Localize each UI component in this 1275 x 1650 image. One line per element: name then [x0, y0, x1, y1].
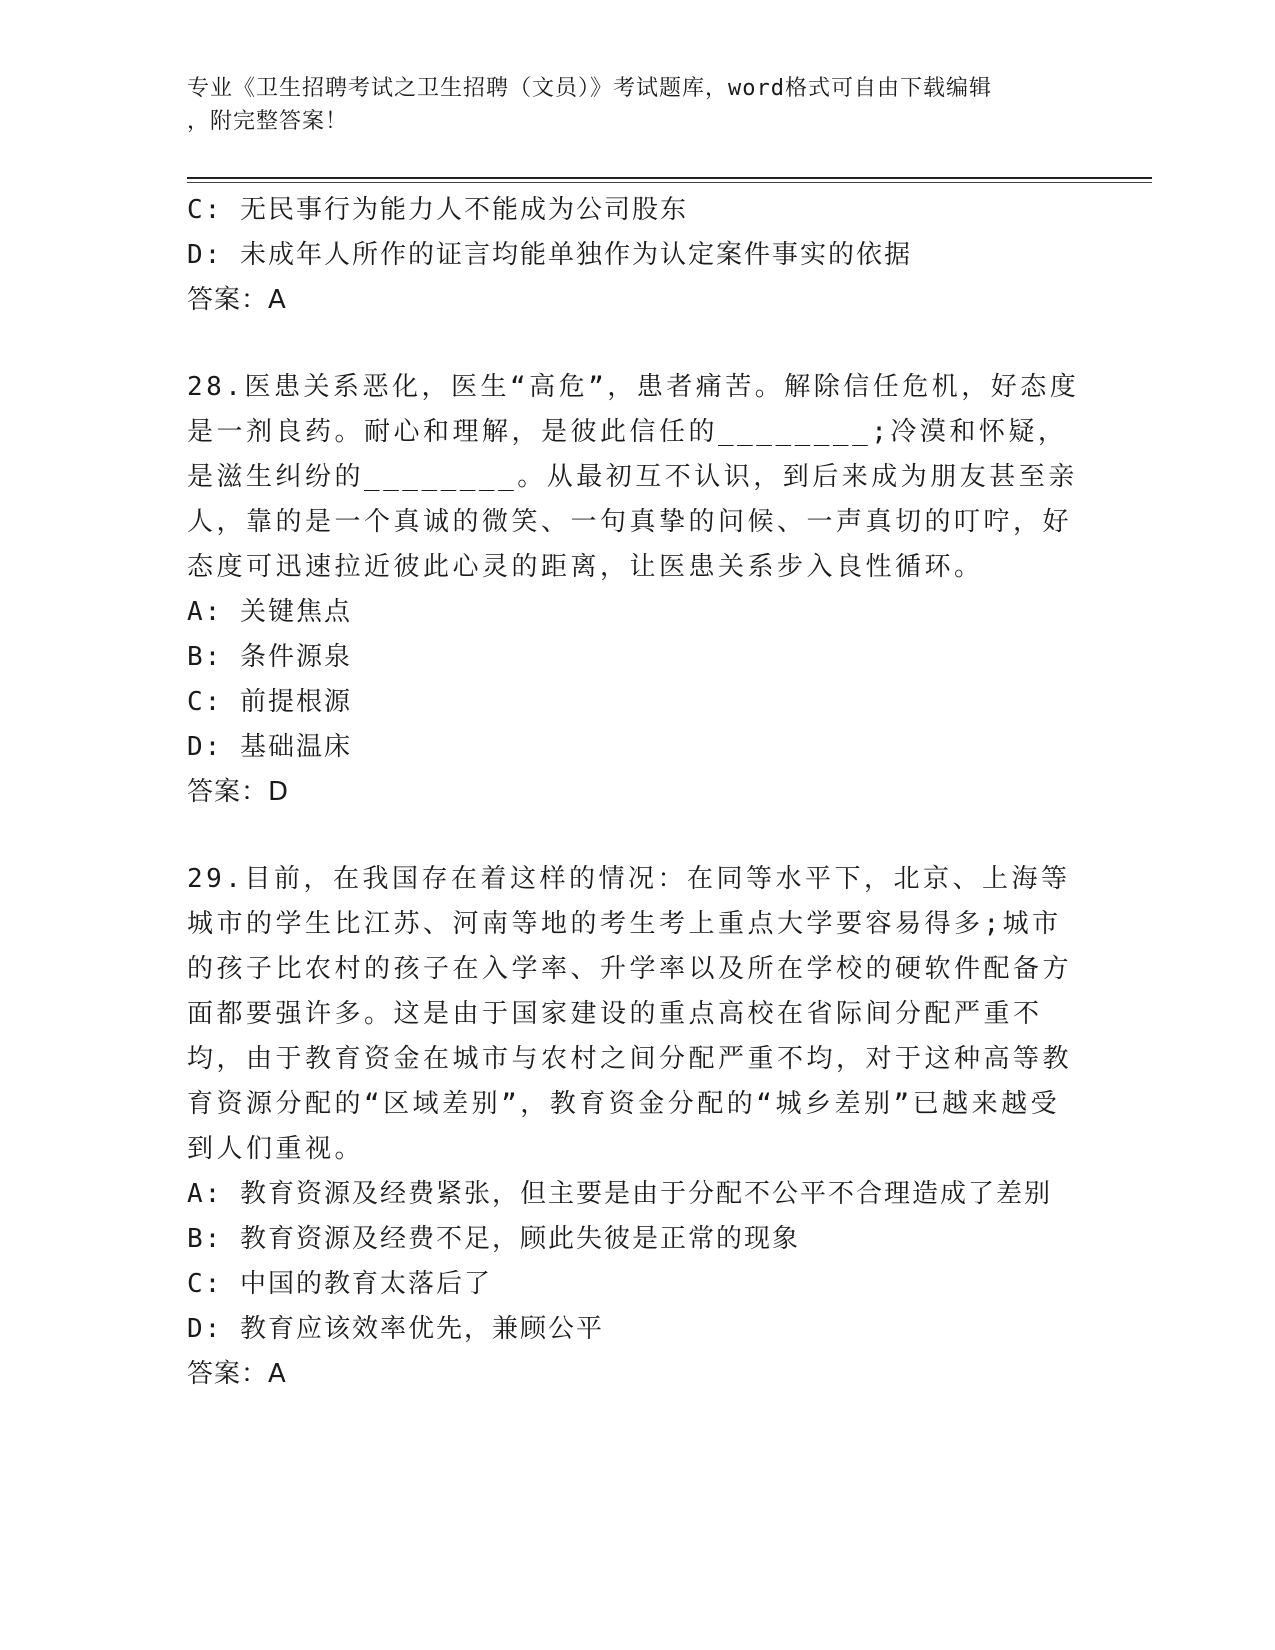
option-a: A: 教育资源及经费紧张，但主要是由于分配不公平不合理造成了差别 [187, 1179, 1052, 1209]
answer-line: 答案：A [187, 285, 287, 315]
document-body [187, 188, 1087, 1397]
header-divider-secondary [187, 182, 1152, 183]
question-text: 29.目前，在我国存在着这样的情况：在同等水平下，北京、上海等城市的学生比江苏、河南等地的考生考上重点大学要容易得多;城市的孩子比农村的孩子在入学率、升学率以及所在学校的硬软件配备方面都要强许多。这是由于国家建设的重点高校在省际间分配严重不均，由于教育资金在城市与农村之间分配严重不均，对于这种高等教育资源分配的“区域差别”，教育资金分配的“城乡差别”已越来越受到人们重视。 [187, 864, 1073, 1164]
option-c: C: 前提根源 [187, 687, 352, 717]
header-line-1: 专业《卫生招聘考试之卫生招聘（文员）》考试题库，word格式可自由下载编辑 [187, 76, 992, 101]
question-text: 28.医患关系恶化，医生“高危”，患者痛苦。解除信任危机，好态度是一剂良药。耐心和理解，是彼此信任的________;冷漠和怀疑，是滋生纠纷的________。从最初互不认识，到后来成为朋友甚至亲人，靠的是一个真诚的微笑、一句真挚的问候、一声真切的叮咛，好态度可迅速拉近彼此心灵的距离，让医患关系步入良性循环。 [187, 372, 1080, 582]
option-d: D: 基础温床 [187, 732, 352, 762]
prev-question-tail [187, 188, 1087, 323]
header-divider [187, 177, 1152, 179]
question-28 [187, 365, 1087, 815]
option-b: B: 教育资源及经费不足，顾此失彼是正常的现象 [187, 1224, 800, 1254]
option-c: C: 中国的教育太落后了 [187, 1269, 492, 1299]
option-c: C: 无民事行为能力人不能成为公司股东 [187, 195, 688, 225]
option-a: A: 关键焦点 [187, 597, 352, 627]
answer-line: 答案：D [187, 777, 290, 807]
header-line-2: ，附完整答案！ [187, 109, 349, 134]
option-b: B: 条件源泉 [187, 642, 352, 672]
option-d: D: 未成年人所作的证言均能单独作为认定案件事实的依据 [187, 240, 912, 270]
option-d: D: 教育应该效率优先，兼顾公平 [187, 1314, 604, 1344]
document-header [187, 72, 1067, 138]
question-29 [187, 857, 1087, 1397]
answer-line: 答案：A [187, 1359, 287, 1389]
